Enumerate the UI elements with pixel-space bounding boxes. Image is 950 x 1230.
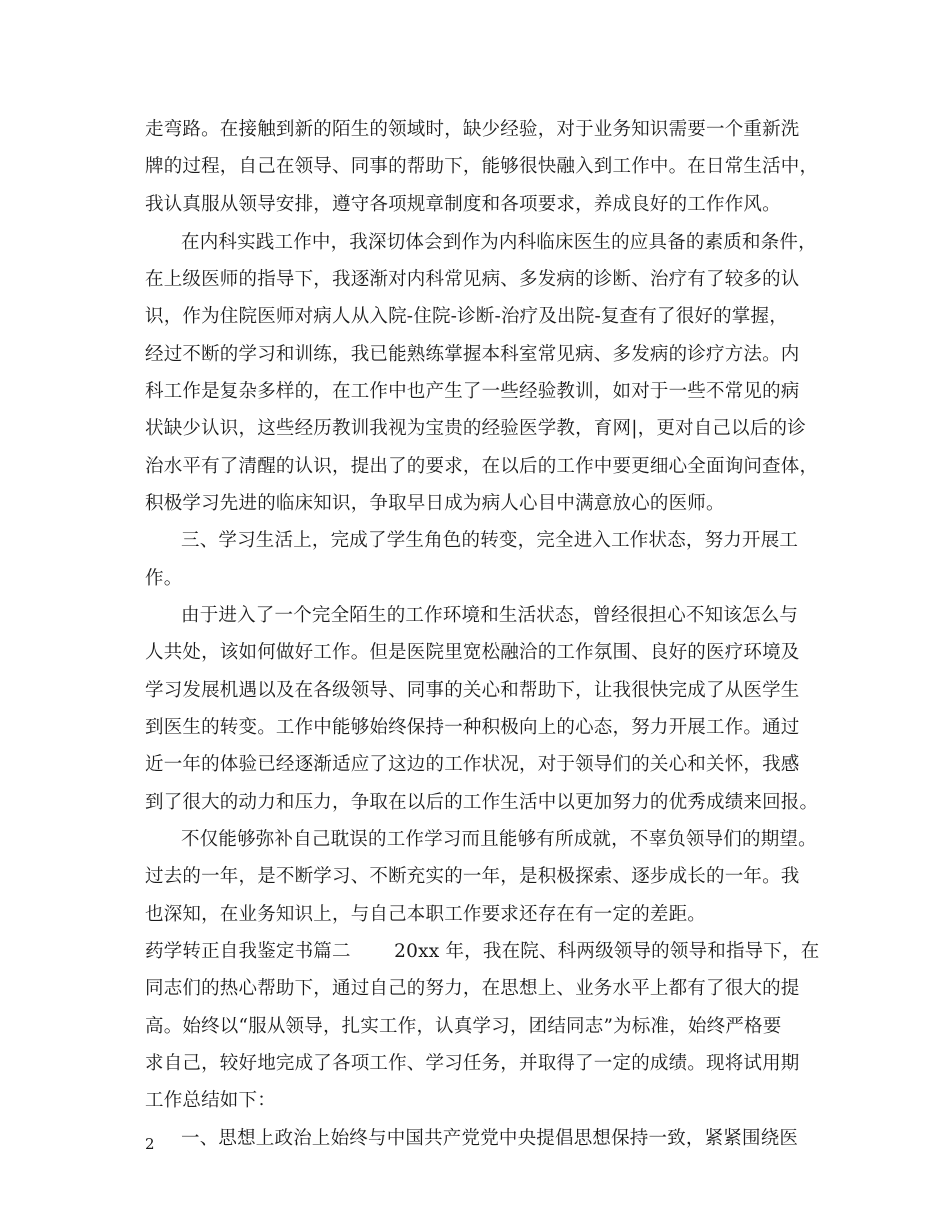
text-line: 经过不断的学习和训练，我已能熟练掌握本科室常见病、多发病的诊疗方法。内 — [145, 344, 800, 365]
text-line: 作。 — [145, 568, 183, 589]
text-line: 近一年的体验已经逐渐适应了这边的工作状况，对于领导们的关心和关怀，我感 — [145, 754, 800, 775]
text-line: 三、学习生活上，完成了学生角色的转变，完全进入工作状态，努力开展工 — [181, 530, 799, 551]
text-line: 过去的一年，是不断学习、不断充实的一年，是积极探索、逐步成长的一年。我 — [145, 866, 800, 887]
section-heading-line: 药学转正自我鉴定书篇二 20xx 年，我在院、科两级领导的领导和指导下，在 — [145, 941, 820, 962]
text-line: 工作总结如下： — [145, 1090, 276, 1111]
text-line: 同志们的热心帮助下，通过自己的努力，在思想上、业务水平上都有了很大的提 — [145, 978, 800, 999]
text-line: 牌的过程，自己在领导、同事的帮助下，能够很快融入到工作中。在日常生活中， — [145, 156, 819, 177]
page-number: 2 — [145, 1135, 155, 1153]
text-line: 求自己，较好地完成了各项工作、学习任务，并取得了一定的成绩。现将试用期 — [145, 1053, 800, 1074]
text-line: 在上级医师的指导下，我逐渐对内科常见病、多发病的诊断、治疗有了较多的认 — [145, 269, 800, 290]
text-line: 由于进入了一个完全陌生的工作环境和生活状态，曾经很担心不知该怎么与 — [181, 605, 799, 626]
text-line: 也深知，在业务知识上，与自己本职工作要求还存在有一定的差距。 — [145, 904, 707, 925]
text-line: 不仅能够弥补自己耽误的工作学习而且能够有所成就，不辜负领导们的期望。 — [181, 829, 817, 850]
text-line: 一、思想上政治上始终与中国共产党党中央提倡思想保持一致，紧紧围绕医 — [181, 1128, 799, 1149]
text-line: 人共处，该如何做好工作。但是医院里宽松融洽的工作氛围、良好的医疗环境及 — [145, 642, 800, 663]
text-line: 我认真服从领导安排，遵守各项规章制度和各项要求，养成良好的工作作风。 — [145, 194, 781, 215]
text-line: 到医生的转变。工作中能够始终保持一种积极向上的心态，努力开展工作。通过 — [145, 717, 800, 738]
text-line: 在内科实践工作中，我深切体会到作为内科临床医生的应具备的素质和条件， — [181, 232, 817, 253]
text-line: 科工作是复杂多样的，在工作中也产生了一些经验教训，如对于一些不常见的病 — [145, 381, 800, 402]
text-line: 状缺少认识，这些经历教训我视为宝贵的经验医学教，育网|，更对自己以后的诊 — [145, 418, 806, 439]
text-line: 高。始终以“服从领导，扎实工作，认真学习，团结同志”为标准，始终严格要 — [145, 1016, 782, 1037]
text-line: 识，作为住院医师对病人从入院-住院-诊断-治疗及出院-复查有了很好的掌握， — [145, 306, 788, 327]
text-line: 积极学习先进的临床知识，争取早日成为病人心目中满意放心的医师。 — [145, 493, 725, 514]
text-line: 走弯路。在接触到新的陌生的领域时，缺少经验，对于业务知识需要一个重新洗 — [145, 119, 800, 140]
text-line: 治水平有了清醒的认识，提出了的要求，在以后的工作中要更细心全面询问查体， — [145, 456, 819, 477]
text-line: 到了很大的动力和压力，争取在以后的工作生活中以更加努力的优秀成绩来回报。 — [145, 792, 819, 813]
text-line: 学习发展机遇以及在各级领导、同事的关心和帮助下，让我很快完成了从医学生 — [145, 680, 800, 701]
